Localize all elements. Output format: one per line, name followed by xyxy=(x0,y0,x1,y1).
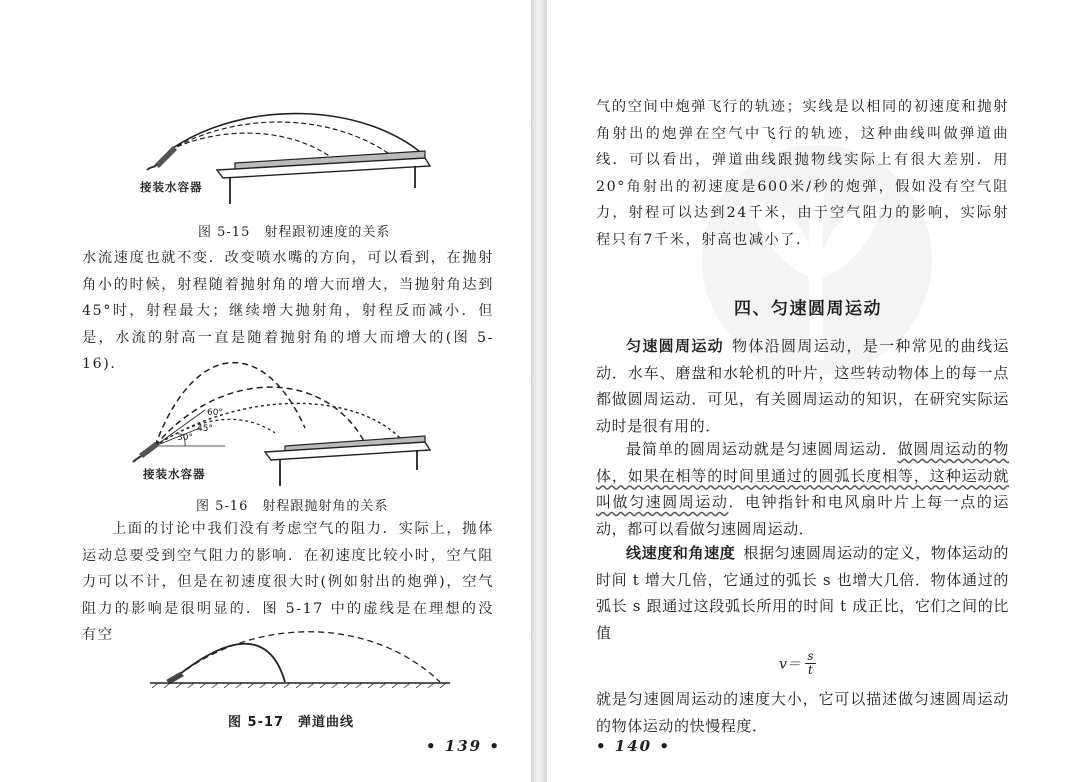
paragraph xyxy=(596,436,1009,542)
paragraph: 气的空间中炮弹飞行的轨迹；实线是以相同的初速度和抛射角射出的炮弹在空气中飞行的轨迹，这种曲线叫做弹道曲线．可以看出，弹道曲线跟抛物线实际上有很大差别．用20°角射出的初速度是600米/秒的炮弹，假如没有空气阻力，射程可以达到24千米，由于空气阻力的影响，实际射程只有7千米，射高也减小了． xyxy=(596,99,1009,248)
angle-label: 45° xyxy=(197,424,213,434)
formula-denominator: t xyxy=(808,663,813,677)
paragraph-text: ．电钟指针和电风扇叶片上每一点的运动，都可以看做匀速圆周运动． xyxy=(596,493,1009,538)
right-page xyxy=(547,0,1080,782)
figure-5-17 xyxy=(130,630,470,690)
definition-text: 做圆周运动的物体，如果在相等的时间里通过的圆弧长度相等，这种运动就叫做匀速圆周运动 xyxy=(596,440,1010,512)
figure-label: 接装水容器 xyxy=(140,180,203,194)
nozzle xyxy=(155,146,177,168)
paragraph: 水流速度也就不变．改变喷水嘴的方向，可以看到，在抛射角小的时候，射程随着抛射角的增大而增大，当抛射角达到45°时，射程最大；继续增大抛射角，射程反而减小．但是，水流的射高一直是随着抛射角的增大而增大的(图 5-16)． xyxy=(82,250,494,372)
left-page xyxy=(0,0,531,782)
page-number: • 140 • xyxy=(596,737,671,755)
paragraph-text: 物体沿圆周运动，是一种常见的曲线运动．水车、磨盘和水轮机的叶片，这些转动物体上的每一点都做圆周运动．可见，有关圆周运动的知识，在研究实际运动时是很有用的． xyxy=(596,337,1009,435)
ideal-trajectory xyxy=(170,632,440,682)
paragraph xyxy=(596,333,1009,439)
paragraph-text: 最简单的圆周运动就是匀速圆周运动． xyxy=(626,440,898,458)
angle-label: 30° xyxy=(177,433,193,443)
figure-5-16 xyxy=(125,358,455,488)
jet-trajectory xyxy=(170,122,395,158)
figure-caption: 图 5-17 弹道曲线 xyxy=(228,715,355,730)
figure-caption: 图 5-15 射程跟初速度的关系 xyxy=(198,225,391,240)
figure-caption: 图 5-16 射程跟抛射角的关系 xyxy=(196,499,389,514)
figure-5-15 xyxy=(125,108,445,208)
formula-lhs: v＝ xyxy=(779,656,801,673)
paragraph: 上面的讨论中我们没有考虑空气的阻力．实际上，抛体运动总要受到空气阻力的影响．在初速度比较小时，空气阻力可以不计，但是在初速度很大时(例如射出的炮弹)，空气阻力的影响是很明显的．图 5-17 中的虚线是在理想的没有空 xyxy=(82,521,494,643)
velocity-formula xyxy=(779,650,816,677)
section-title: 四、匀速圆周运动 xyxy=(734,299,882,319)
cannon xyxy=(166,672,184,684)
term-heading: 线速度和角速度 xyxy=(626,544,736,562)
paragraph xyxy=(596,540,1009,646)
paragraph-text: 根据匀速圆周运动的定义，物体运动的时间 t 增大几倍，它通过的弧长 s 也增大几倍．物体通过的弧长 s 跟通过这段弧长所用的时间 t 成正比，它们之间的比值 xyxy=(596,544,1010,642)
page-number: • 139 • xyxy=(426,737,501,755)
jet-trajectory xyxy=(170,114,425,156)
figure-label: 接装水容器 xyxy=(143,467,206,481)
nozzle xyxy=(139,442,159,458)
ballistic-curve xyxy=(170,644,285,682)
formula-numerator: s xyxy=(807,649,814,663)
term-heading: 匀速圆周运动 xyxy=(626,337,725,355)
jet-trajectory xyxy=(170,133,335,160)
paragraph: 就是匀速圆周运动的速度大小，它可以描述做匀速圆周运动的物体运动的快慢程度． xyxy=(596,690,1009,735)
angle-label: 60° xyxy=(207,408,223,418)
book-gutter xyxy=(531,0,547,782)
